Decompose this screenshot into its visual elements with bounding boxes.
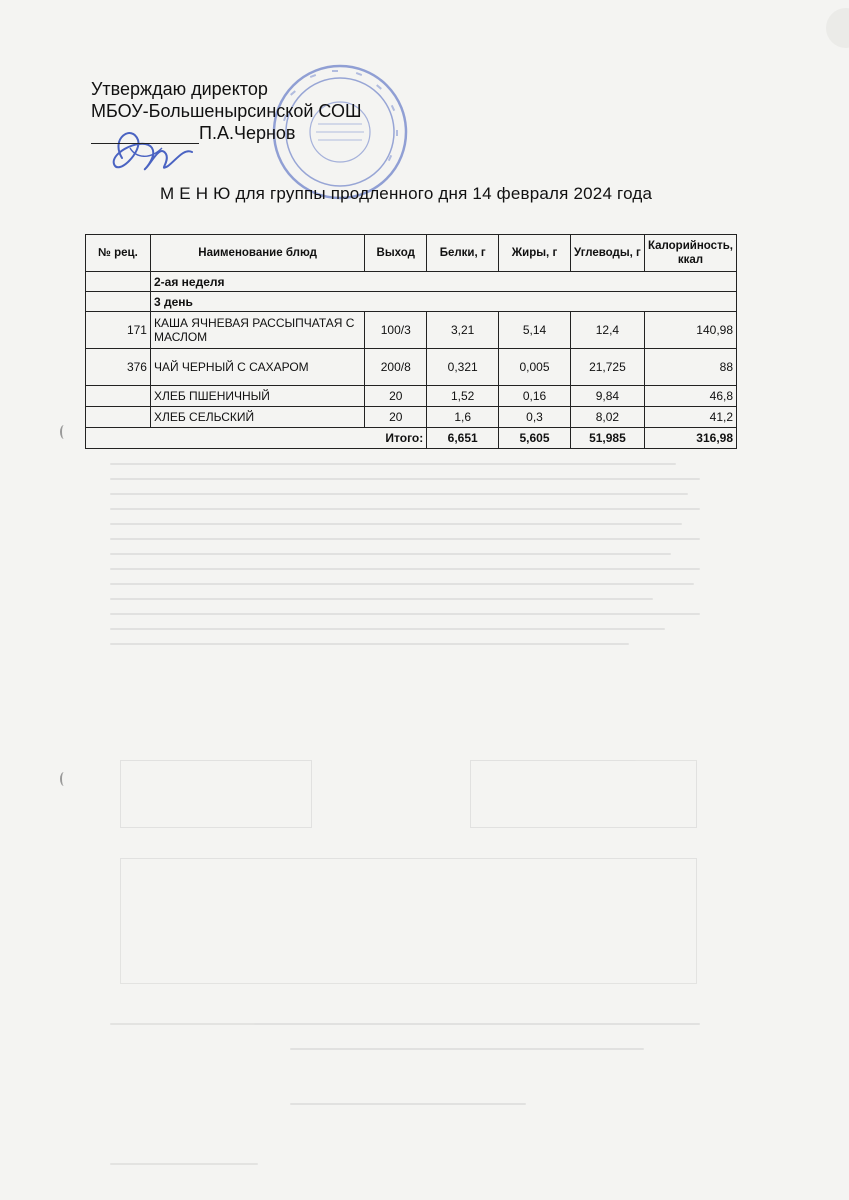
table-row: ХЛЕБ СЕЛЬСКИЙ 20 1,6 0,3 8,02 41,2 bbox=[86, 407, 737, 428]
col-header-kcal: Калорийность, ккал bbox=[644, 235, 736, 272]
col-header-output: Выход bbox=[365, 235, 427, 272]
table-row: ХЛЕБ ПШЕНИЧНЫЙ 20 1,52 0,16 9,84 46,8 bbox=[86, 386, 737, 407]
day-row bbox=[86, 292, 737, 312]
approval-title: Утверждаю директор bbox=[91, 79, 268, 99]
table-row: 171 КАША ЯЧНЕВАЯ РАССЫПЧАТАЯ С МАСЛОМ 100/3 3,21 5,14 12,4 140,98 bbox=[86, 312, 737, 349]
table-header-row bbox=[86, 235, 737, 272]
total-protein: 6,651 bbox=[427, 428, 499, 449]
scan-smudge bbox=[826, 8, 849, 48]
school-name: МБОУ-Большенырсинской СОШ bbox=[91, 101, 362, 121]
director-name: П.А.Чернов bbox=[199, 123, 296, 143]
week-label: 2-ая неделя bbox=[150, 272, 736, 292]
col-header-protein: Белки, г bbox=[427, 235, 499, 272]
punch-hole-mark bbox=[60, 425, 68, 439]
col-header-fat: Жиры, г bbox=[499, 235, 571, 272]
total-fat: 5,605 bbox=[499, 428, 571, 449]
approval-block bbox=[91, 78, 362, 144]
total-row bbox=[86, 428, 737, 449]
punch-hole-mark bbox=[60, 772, 68, 786]
total-carbs: 51,985 bbox=[570, 428, 644, 449]
col-header-carbs: Углеводы, г bbox=[570, 235, 644, 272]
day-label: 3 день bbox=[150, 292, 736, 312]
page-title: М Е Н Ю для группы продленного дня 14 февраля 2024 года bbox=[160, 184, 653, 203]
table-row: 376 ЧАЙ ЧЕРНЫЙ С САХАРОМ 200/8 0,321 0,005 21,725 88 bbox=[86, 349, 737, 386]
col-header-recipe: № рец. bbox=[86, 235, 151, 272]
menu-table bbox=[85, 234, 737, 449]
total-kcal: 316,98 bbox=[644, 428, 736, 449]
bleed-through-background bbox=[110, 450, 700, 1170]
total-label: Итого: bbox=[86, 428, 427, 449]
director-signature-line bbox=[91, 122, 362, 144]
week-row bbox=[86, 272, 737, 292]
col-header-dish: Наименование блюд bbox=[150, 235, 364, 272]
